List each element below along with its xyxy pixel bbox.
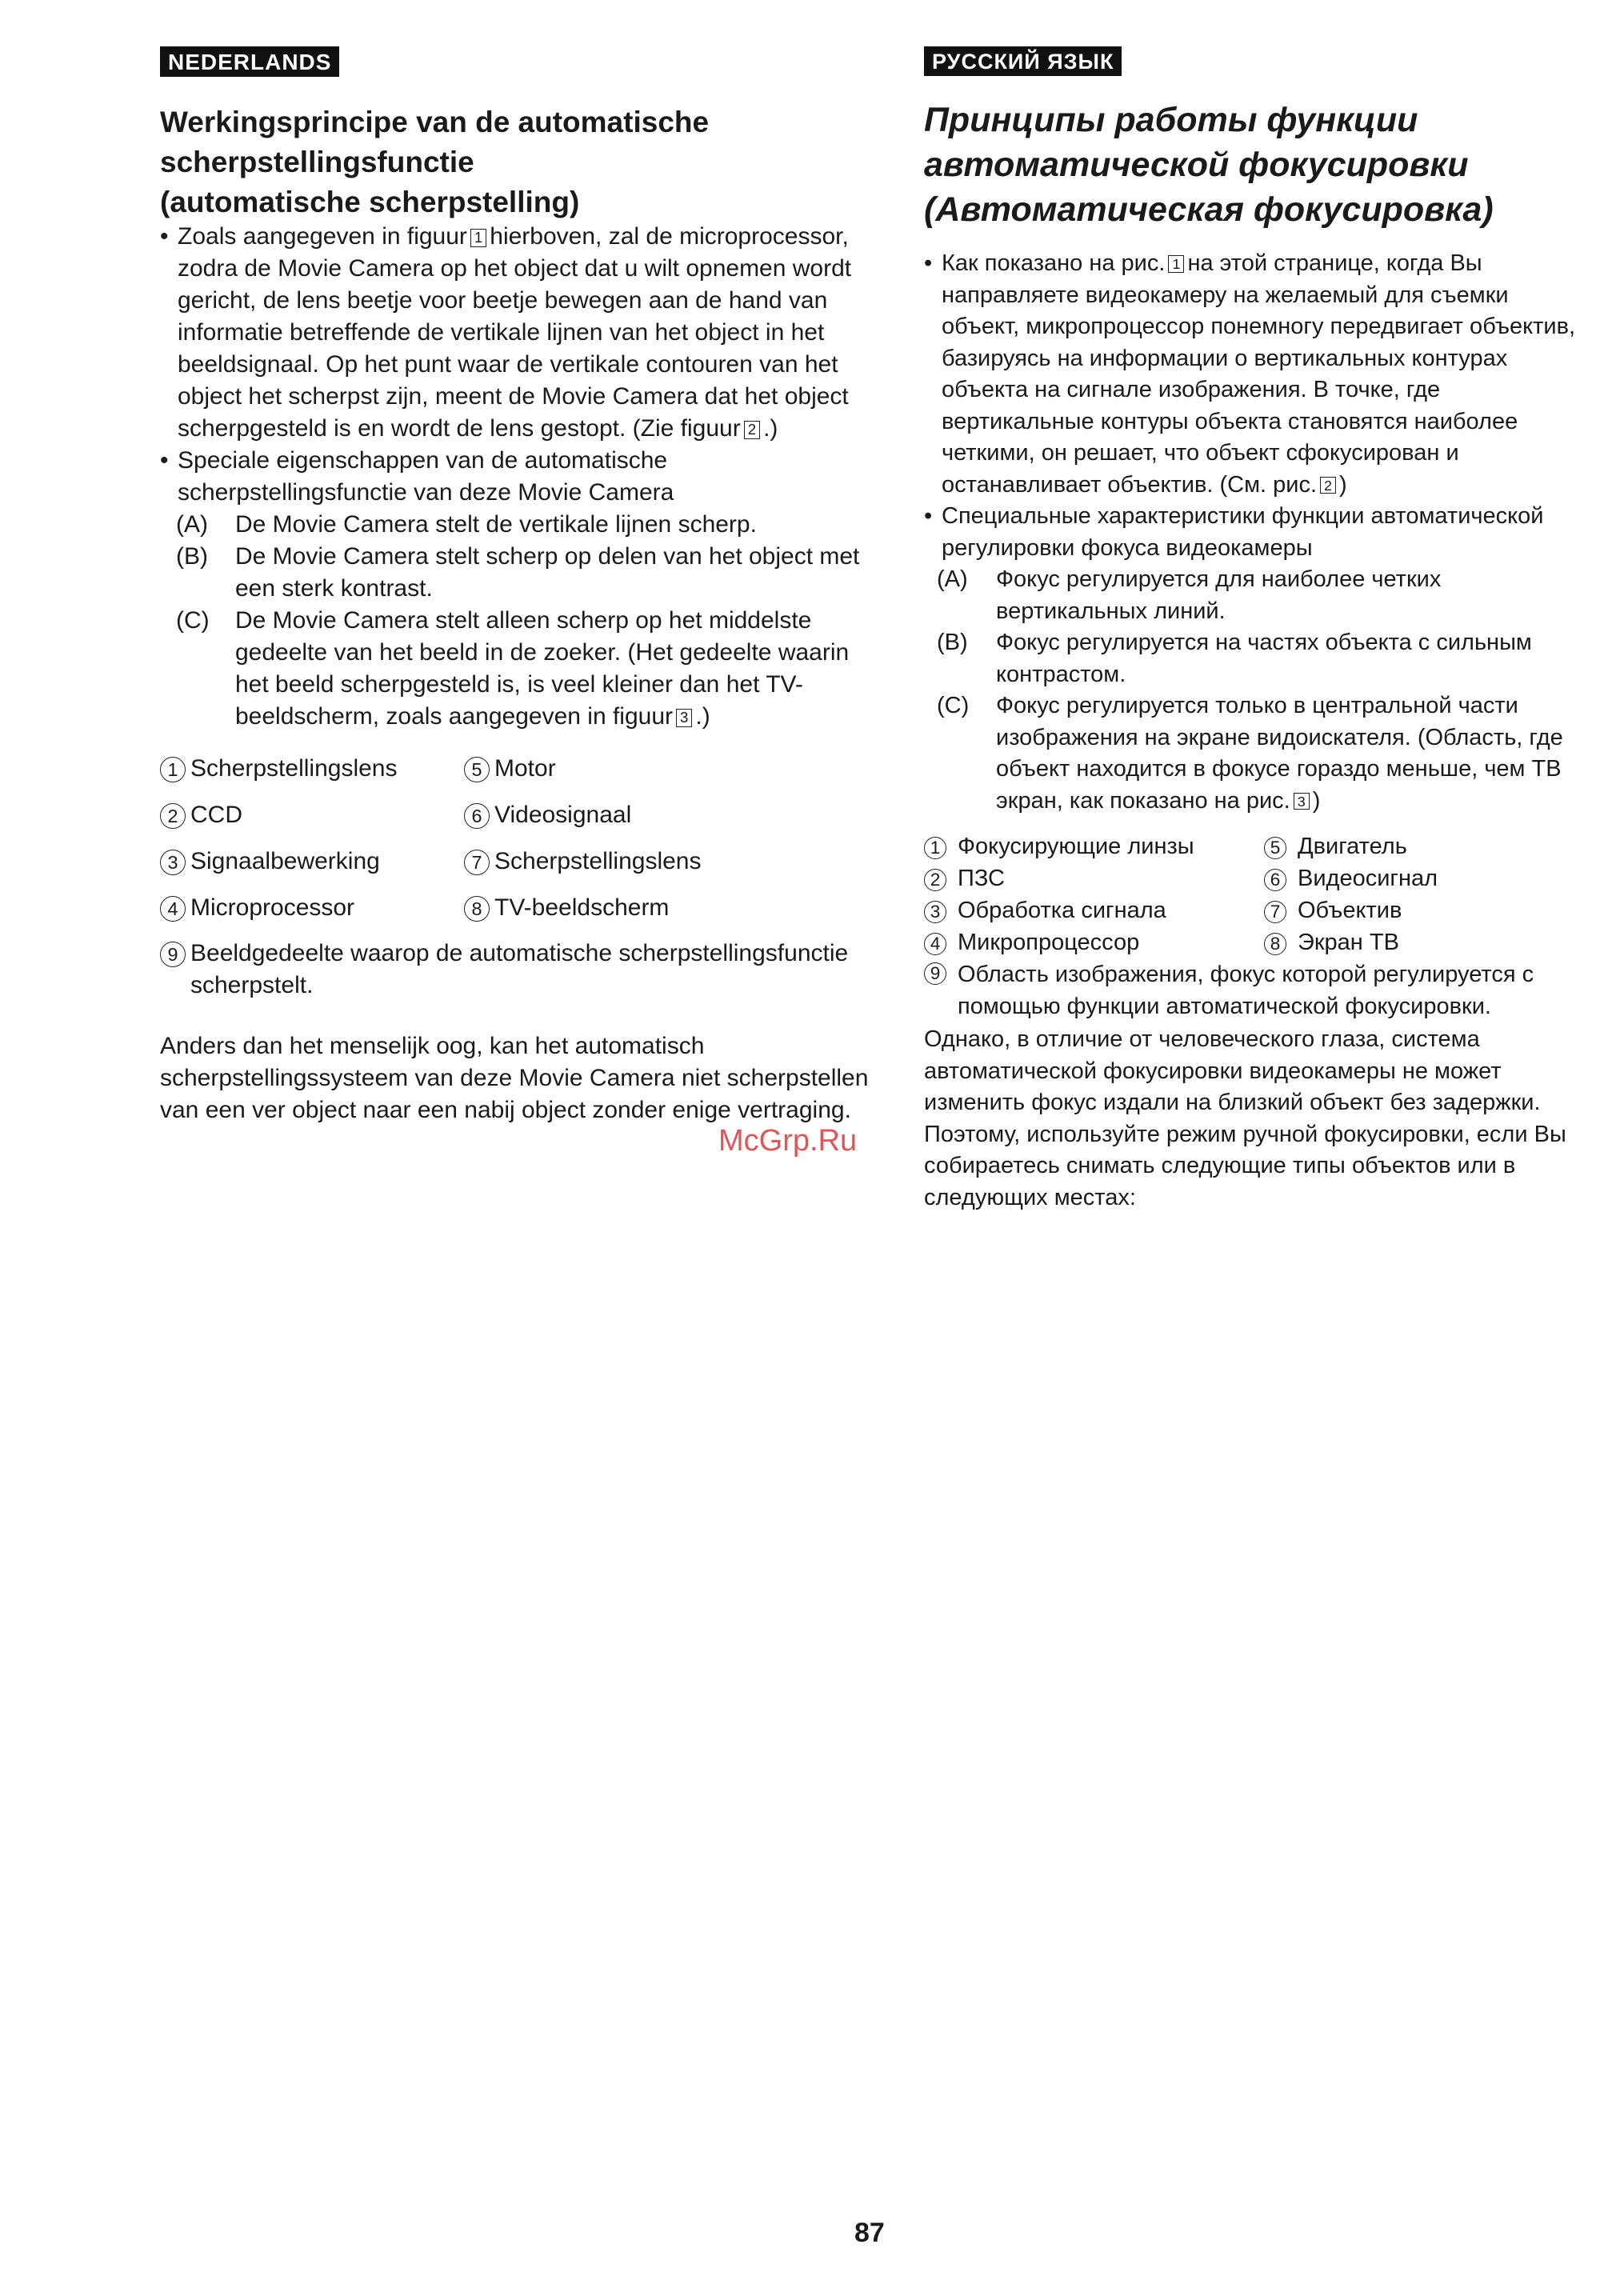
figure-ref-1: 1 — [470, 229, 486, 247]
legend-row: 4 Микропроцессор 8 Экран ТВ — [924, 927, 1580, 959]
body-text-russian — [924, 248, 1580, 1214]
section-title-dutch — [160, 102, 709, 222]
figure-legend-dutch — [160, 746, 880, 1002]
bullet-icon: • — [160, 447, 169, 474]
callout-number: 5 — [464, 757, 490, 782]
list-item: (A) De Movie Camera stelt de vertikale lijnen scherp. — [176, 511, 757, 538]
list-item: (C) De Movie Camera stelt alleen scherp op het middelste gedeelte van het beeld in de zoeker. (Het gedeelte waarin het beeld scherpgesteld is, is veel kleiner dan het TV-beeldscherm, zoals aangegeven in figuur 3 .) — [176, 607, 850, 730]
title-line: scherpstellingsfunctie — [160, 146, 474, 178]
figure-ref-3: 3 — [1294, 793, 1310, 810]
callout-number: 3 — [160, 850, 186, 875]
callout-number: 1 — [160, 757, 186, 782]
section-title-russian — [924, 98, 1494, 232]
legend-row: 2 CCD 6 Videosignaal — [160, 792, 880, 838]
callout-number: 9 — [924, 962, 946, 985]
watermark: McGrp.Ru — [718, 1124, 858, 1158]
title-line: Werkingsprincipe van de automatische — [160, 106, 710, 138]
list-item: (C) Фокус регулируется только в центральной части изображения на экране видоискателя. (Область, где объект находится в фокусе гораздо меньше, чем ТВ экран, как показано на рис. 3 ) — [937, 693, 1563, 814]
callout-number: 6 — [1264, 869, 1286, 891]
callout-number: 4 — [924, 933, 946, 955]
list-item: (A) Фокус регулируется для наиболее четких вертикальных линий. — [937, 566, 1442, 624]
list-item: (B) Фокус регулируется на частях объекта с сильным контрастом. — [937, 630, 1532, 687]
list-item: (B) De Movie Camera stelt scherp op delen van het object met een sterk kontrast. — [176, 543, 860, 602]
legend-row: 3 Обработка сигнала 7 Объектив — [924, 895, 1580, 927]
callout-number: 1 — [924, 837, 946, 859]
body-text-dutch — [160, 221, 880, 1126]
legend-row: 2 ПЗС 6 Видеосигнал — [924, 863, 1580, 895]
legend-row: 3 Signaalbewerking 7 Scherpstellingslens — [160, 838, 880, 885]
callout-number: 5 — [1264, 837, 1286, 859]
callout-number: 7 — [1264, 901, 1286, 923]
callout-number: 9 — [160, 942, 186, 967]
title-line: Принципы работы функции — [924, 101, 1418, 139]
legend-row: 9 Область изображения, фокус которой регулируется с помощью функции автоматической фокусировки. — [924, 959, 1580, 1022]
callout-number: 6 — [464, 803, 490, 829]
legend-row: 4 Microprocessor 8 TV-beeldscherm — [160, 885, 880, 931]
callout-number: 8 — [1264, 933, 1286, 955]
figure-ref-1: 1 — [1168, 255, 1184, 273]
legend-row: 1 Фокусирующие линзы 5 Двигатель — [924, 831, 1580, 863]
language-badge-russian: РУССКИЙ ЯЗЫК — [924, 46, 1122, 76]
title-line: (Автоматическая фокусировка) — [924, 190, 1494, 229]
figure-legend-russian — [924, 831, 1580, 1022]
callout-number: 7 — [464, 850, 490, 875]
callout-number: 4 — [160, 896, 186, 922]
callout-number: 2 — [924, 869, 946, 891]
bullet-icon: • — [924, 503, 933, 529]
closing-paragraph-russian: Однако, в отличие от человеческого глаза, система автоматической фокусировки видеокамеры не может изменить фокус издали на близкий объект без задержки. Поэтому, используйте режим ручной фокусировки, если Вы собираетесь снимать следующие типы объектов или в следующих местах: — [924, 1026, 1566, 1210]
bullet-icon: • — [160, 223, 169, 250]
bullet-paragraph-features: • Speciale eigenschappen van de automatische scherpstellingsfunctie van deze Movie Camera — [160, 445, 880, 509]
feature-list — [924, 564, 1580, 817]
language-badge-dutch: NEDERLANDS — [160, 46, 339, 77]
closing-paragraph-dutch: Anders dan het menselijk oog, kan het automatisch scherpstellingssysteem van deze Movie Camera niet scherpstellen van een ver object naar een nabij object zonder enige vertraging. — [160, 1033, 869, 1123]
figure-ref-2: 2 — [1320, 477, 1336, 494]
figure-ref-3: 3 — [676, 709, 692, 727]
callout-number: 2 — [160, 803, 186, 829]
page-number: 87 — [854, 2218, 885, 2248]
bullet-paragraph-features: • Специальные характеристики функции автоматической регулировки фокуса видеокамеры — [924, 501, 1580, 564]
callout-number: 3 — [924, 901, 946, 923]
bullet-paragraph-principle: • Как показано на рис. 1 на этой странице, когда Вы направляете видеокамеру на желаемый для съемки объект, микропроцессор понемногу передвигает объектив, базируясь на информации о вертикальных контурах объекта на сигнале изображения. В точке, где вертикальные контуры объекта становятся наиболее четкими, он решает, что объект сфокусирован и останавливает объектив. (См. рис. 2 ) — [924, 248, 1580, 501]
legend-row: 1 Scherpstellingslens 5 Motor — [160, 746, 880, 792]
legend-row: 9 Beeldgedeelte waarop de automatische scherpstellingsfunctie scherpstelt. — [160, 938, 880, 1002]
bullet-paragraph-principle: • Zoals aangegeven in figuur 1 hierboven, zal de microprocessor, zodra de Movie Camera op het object dat u wilt opnemen wordt gericht, de lens beetje voor beetje bewegen aan de hand van informatie betreffende de vertikale lijnen van het object in het beeldsignaal. Op het punt waar de vertikale contouren van het object het scherpst zijn, meent de Movie Camera dat het object scherpgesteld is en wordt de lens gestopt. (Zie figuur 2 .) — [160, 221, 880, 445]
figure-ref-2: 2 — [744, 421, 760, 439]
title-line: (automatische scherpstelling) — [160, 186, 580, 218]
callout-number: 8 — [464, 896, 490, 922]
title-line: автоматической фокусировки — [924, 146, 1469, 184]
feature-list — [160, 509, 880, 733]
bullet-icon: • — [924, 250, 933, 276]
